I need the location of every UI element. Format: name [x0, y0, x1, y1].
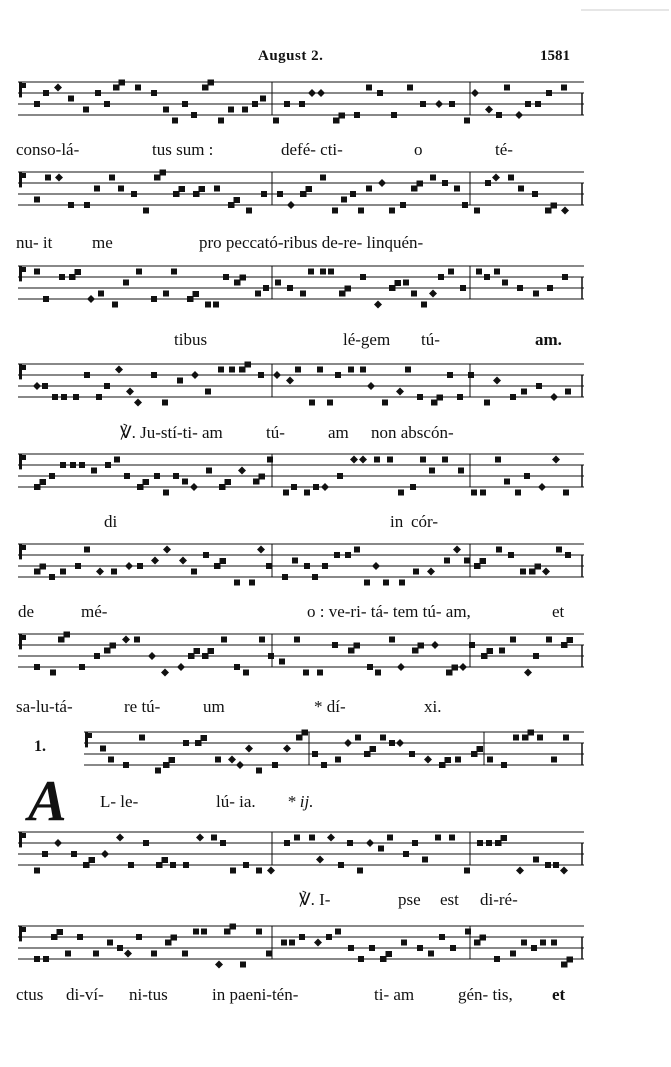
page-title: August 2. [258, 48, 324, 64]
staff-5 [18, 450, 584, 498]
lyric-7-4: * dí- [314, 697, 346, 716]
lyric-10-2: di-ví- [66, 985, 104, 1004]
staff-1 [18, 78, 584, 126]
lyric-6-1: de [18, 602, 35, 621]
lyric-8-3: * ij. [287, 792, 314, 811]
staff-6 [18, 540, 584, 588]
initial-letter: A [28, 768, 67, 833]
lyric-10-7: et [552, 985, 566, 1004]
lyric-6-3: o : ve-ri- tá- tem tú- am, [307, 602, 471, 621]
lyric-1-4: o [414, 140, 423, 159]
lyric-1-1: conso-lá- [16, 140, 80, 159]
lyric-3-4: am. [535, 330, 562, 349]
lyric-1-5: té- [495, 140, 513, 159]
lyric-4-3: am [328, 423, 349, 442]
lyric-7-2: re tú- [124, 697, 161, 716]
lyric-7-5: xi. [424, 697, 442, 716]
lyric-9-4: di-ré- [480, 890, 518, 909]
lyric-3-3: tú- [421, 330, 440, 349]
staff-7 [18, 630, 584, 678]
lyric-8-2: lú- ia. [216, 792, 256, 811]
page-header [0, 40, 671, 70]
lyric-6-4: et [552, 602, 565, 621]
lyric-4-1: ℣. Ju-stí-ti- am [120, 423, 223, 442]
staff-8 [84, 728, 584, 776]
lyric-10-4: in paeni-tén- [212, 985, 299, 1004]
lyric-5-2: in [390, 512, 404, 531]
lyric-4-2: tú- [266, 423, 285, 442]
lyric-2-2: me [92, 233, 113, 252]
lyric-3-1: tibus [174, 330, 208, 349]
lyric-8-1: L- le- [100, 792, 139, 811]
lyric-5-3: cór- [411, 512, 439, 531]
lyric-7-3: um [203, 697, 225, 716]
staff-9 [18, 828, 584, 876]
chant-number: 1. [34, 738, 46, 755]
lyric-2-1: nu- it [16, 233, 53, 252]
lyric-10-6: gén- tis, [458, 985, 513, 1004]
lyric-1-2: tus sum : [152, 140, 214, 159]
lyric-10-3: ni-tus [129, 985, 168, 1004]
lyric-10-1: ctus [16, 985, 44, 1004]
lyric-5-1: di [104, 512, 118, 531]
lyric-1-3: defé- cti- [281, 140, 343, 159]
staff-10 [18, 922, 584, 970]
lyric-10-5: ti- am [374, 985, 415, 1004]
lyric-9-3: est [440, 890, 459, 909]
lyric-9-1: ℣. I- [299, 890, 331, 909]
staff-4 [18, 360, 584, 408]
lyric-7-1: sa-lu-tá- [16, 697, 73, 716]
page-corner-mark [551, 0, 671, 6]
lyric-4-4: non abscón- [371, 423, 454, 442]
lyric-2-3: pro peccató-ribus de-re- linquén- [199, 233, 424, 252]
lyric-3-2: lé-gem [343, 330, 391, 349]
lyric-6-2: mé- [81, 602, 108, 621]
staff-2 [18, 168, 584, 216]
lyric-9-2: pse [398, 890, 421, 909]
page-number: 1581 [540, 48, 570, 64]
staff-3 [18, 262, 584, 310]
